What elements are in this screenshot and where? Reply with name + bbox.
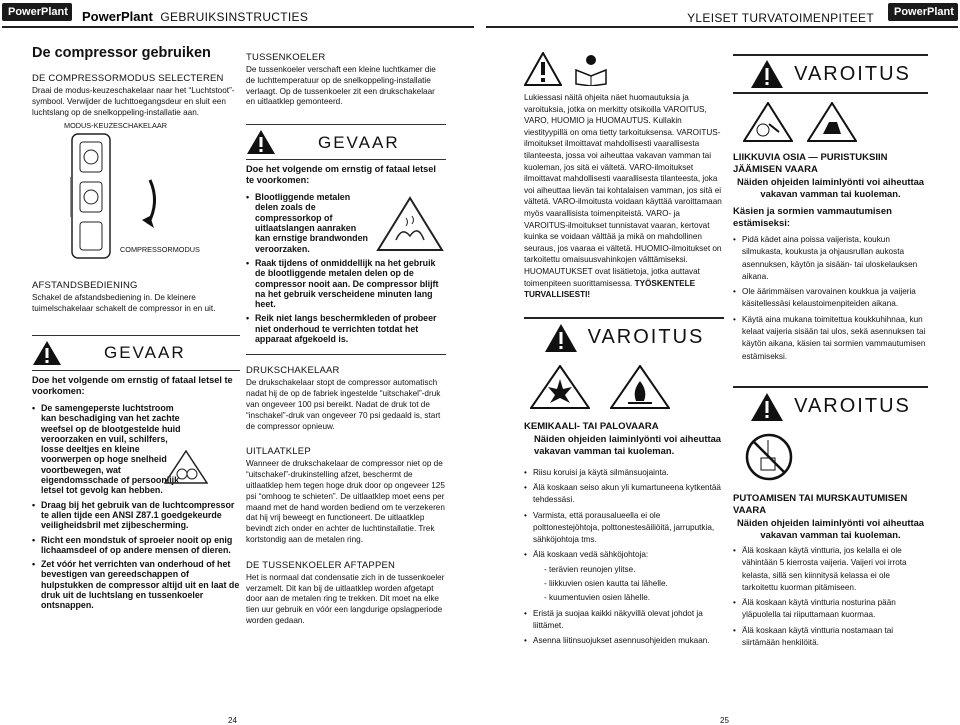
danger-item-text: Draag bij het gebruik van de luchtcompressor te allen tijde een ANSI Z87.1 goedgekeurde veiligheidsbril met zijbescherming. [41,499,235,531]
right-outer-column [733,54,928,658]
warning-list [733,545,928,649]
chemical-warning-box [524,317,724,657]
warning-item-text: Älä koskaan käytä vintturia nostamaan tai siirtämään henkilöitä. [742,625,894,648]
header-divider-left [2,26,474,28]
pinch-hazard-icon [743,102,793,142]
danger-lead: Doe het volgende om ernstig of fataal letsel te voorkomen: [32,374,233,396]
danger-header [32,336,240,370]
danger-content [246,192,446,344]
warning-item [524,482,724,507]
pressure-subheading: DRUKSCHAKELAAR [246,365,340,377]
warning-body [733,487,928,649]
hazard-icons [743,102,928,142]
mode-subheading: DE COMPRESSORMODUS SELECTEREN [32,73,224,84]
remote-text: Schakel de afstandsbediening in. De kleinere tuimelschakelaar schakelt de compressor in en uit. [32,293,216,314]
page-number-right: 25 [720,716,729,725]
danger-list [32,403,240,611]
warning-body [733,146,928,363]
danger-item-text: Zet vóór het verrichten van onderhoud of het bevestigen van gereedschappen of hulpstukken de compressor altijd uit en laat de druk uit de luchtslang en tussenkoeler ontsnappen. [41,559,240,611]
warning-lead: Näiden ohjeiden laiminlyönti voi aiheuttaa vakavan vamman tai kuoleman. [534,432,722,456]
warning-item-text: Pidä kädet aina poissa vaijerista, koukun silmukasta, koukusta ja ohjausrullan aukosta asennuksen, käytön ja sisään- tai uloskelauksen aikana. [742,235,918,281]
warning-triangle-icon [750,392,784,422]
warning-subheading: Käsien ja sormien vammautumisen estämiseksi: [733,206,892,229]
warning-item [733,625,928,650]
page-number-left: 24 [228,716,237,725]
warning-item [733,286,928,311]
warning-body [524,415,724,648]
warning-item [524,549,724,561]
remote-subheading: AFSTANDSBEDIENING [32,280,138,292]
right-inner-column [524,52,724,657]
page-header-right-title: YLEISET TURVATOIMENPITEET [687,11,874,25]
danger-title: GEVAAR [104,343,186,363]
intro-bold: TYÖSKENTELE TURVALLISESTI! [524,278,696,300]
danger-item-text: Richt een mondstuk of sproeier nooit op enig lichaamsdeel of op andere mensen of dieren. [41,534,233,555]
danger-box-middle [246,124,446,160]
eye-protection-icon [164,450,208,484]
figure-label-top: MODUS-KEUZESCHAKELAAR [64,121,167,131]
warning-list [524,467,724,648]
warning-item-text: Älä koskaan käytä vintturia nosturina pään yläpuolella tai riiputtamaan kuormaa. [742,598,896,620]
hand-hazard-icon [807,102,857,142]
page-header-title [82,9,308,24]
falling-warning-box [733,386,928,658]
hazard-icons [530,365,724,409]
middle-column [246,52,446,627]
brand-logo-left: PowerPlant [2,3,72,21]
warning-list [733,234,928,363]
warning-item-text: Käytä aina mukana toimitettua koukkuhihnaa, kun kelaat vaijeria sisään tai ulos, sekä asennuksen tai käytön aikana, käsien tai sormien vammautumisen estämiseksi. [742,314,926,361]
fire-icon [610,365,670,409]
cooler-subheading: TUSSENKOELER [246,52,326,63]
warning-triangle-icon [544,323,578,353]
warning-subitem [524,578,724,590]
warning-triangle-icon [246,129,276,155]
warning-item [733,545,928,594]
warning-subitem [524,592,724,604]
danger-item [32,500,240,531]
cooler-text: De tussenkoeler verschaft een kleine luchtkamer die de luchttemperatuur op de snelkoppeling-installatie verlaagt. Op de tussenkoeler zit een drukschakelaar en uitlaatklep gemonteerd. [246,65,436,107]
danger-item [246,313,446,344]
left-column [32,45,240,615]
warning-heading: LIIKKUVIA OSIA — PURISTUKSIIN JÄÄMISEN VAARA [733,152,888,175]
danger-lead: Doe het volgende om ernstig of fataal letsel te voorkomen: [246,164,436,186]
danger-title: GEVAAR [318,132,400,152]
warning-item [733,234,928,283]
warning-title: VAROITUS [794,395,911,418]
warning-triangle-icon [750,59,784,89]
valve-text: Wanneer de drukschakelaar de compressor niet op de “uitschakel”-drukinstelling afzet, beschermt de uitlaatklep hem tegen hoge druk door op ongeveer 125 psi “omhoog te schieten”. De uitlaatklep moet eens per maand met de hand worden bediend om te verzekeren dat hij vrij beweegt en functioneert. De uitlaatklep bevindt zich onder en achter de luchtinstallatie. Trek kortstondig aan de metalen ring. [246,459,445,544]
warning-header [733,56,928,94]
warning-item-text: Älä koskaan käytä vintturia, jos kelalla ei ole vähintään 5 kierrosta vaijeria. Vaijeri voi irrota kelasta, sillä sen kiinnitysä kelassa ei ole tarkoitettu kuorman pitämiseen. [742,545,907,592]
warning-item-text: Älä koskaan seiso akun yli kumartuneena kytkentää tehdessäsi. [533,482,721,505]
warning-title: VAROITUS [587,326,705,349]
warning-item-text: - liikkuvien osien kautta tai lähelle. [544,579,668,589]
danger-item [32,535,240,556]
warning-item-text: - kuumentuvien osien lähelle. [544,593,651,603]
warning-triangle-icon [524,52,562,86]
warning-heading: PUTOAMISEN TAI MURSKAUTUMISEN VAARA [733,492,908,516]
figure-label-bottom: COMPRESSORMODUS [120,245,200,255]
warning-item-text: Älä koskaan vedä sähköjohtoja: [533,550,649,560]
warning-subitem [524,564,724,576]
warning-triangle-icon [32,340,62,366]
danger-item-text: Raak tijdens of onmiddellijk na het gebruik de blootliggende metalen delen op de compressor nooit aan. De compressor blijft na het gebruik verscheidene minuten lang heet. [255,257,439,310]
warning-lead: Näiden ohjeiden laiminlyönti voi aiheuttaa vakavan vamman tai kuoleman. [736,516,924,540]
warning-item [733,597,928,622]
header-section-text: GEBRUIKSINSTRUCTIES [160,10,309,24]
danger-header [246,125,446,159]
valve-subheading: UITLAATKLEP [246,446,311,458]
drain-text: Het is normaal dat condensatie zich in de tussenkoeler verzamelt. Dit kan bij de uitlaatklep worden afgetapt door aan de metalen ring te trekken. Dit moet na elke tien uur gebruik en vóór een langdurige opslagperiode worden gedaan. [246,572,445,625]
no-lifting-icon [743,432,795,482]
warning-heading: KEMIKAALI- TAI PALOVAARA [524,420,659,432]
moving-parts-warning-box [733,54,928,372]
explosion-icon [530,365,590,409]
warning-item-text: Asenna liitinsuojukset asennusohjeiden mukaan. [533,636,710,646]
danger-list [246,192,446,344]
read-manual-icon [572,52,610,86]
mode-text: Draai de modus-keuzeschakelaar naar het “Luchtstoot”-symbool. Verwijder de luchttoegangsdeur en sluit een luchtslang op de snelkoppeling-installatie aan. [32,86,235,117]
warning-item [524,467,724,479]
danger-box-divider [246,354,446,355]
warning-item-text: Eristä ja suojaa kaikki näkyvillä olevat johdot ja liittämet. [533,608,703,630]
danger-item [246,192,446,254]
pressure-text: De drukschakelaar stopt de compressor automatisch nadat hij de op de fabriek ingestelde “uitschakel”-druk van ongeveer 100 psi bereikt. Nadat de druk tot de “inschakel”-druk van ongeveer 70 psi gedaald is, start de compressor opnieuw. [246,378,441,431]
header-brand-text: PowerPlant [82,9,153,24]
warning-item-text: Riisu koruisi ja käytä silmänsuojainta. [533,467,669,477]
danger-item-text: De samengeperste luchtstroom kan beschadiging van het zachte weefsel op de blootgestelde huid veroorzaken en vuil, schilfers, losse deeltjes en kleine voorwerpen op hoge snelheid voortbewegen, wat eigendomsschade of persoonlijk letsel tot gevolg kan hebben. [41,402,181,496]
drain-subheading: DE TUSSENKOELER AFTAPPEN [246,559,396,571]
warning-item [524,608,724,633]
warning-item-text: - terävien reunojen ylitse. [544,564,636,574]
warning-header [733,388,928,426]
danger-box-left [32,335,240,371]
intro-body: Lukiessasi näitä ohjeita näet huomautuksia ja varoituksia, jotka on merkitty otsikoilla VAROITUS, VARO, HUOMIO ja HUOMAUTUS. Kullakin viestityypillä on oma tietty tarkoituksensa. VAROITUS-ilmoitukset ilmoittavat mahdollisesti vaarallisesta tilanteesta, jossa voi aiheuttaa vakavan vamman tai kuoleman, jos sitä ei vältetä. VARO-ilmoitukset ilmoittavat mahdollisesti vaarallisesta tilanteesta, joka voi aiheuttaa lievän tai kohtalaisen vamman, jos sitä ei vältetä. VARO-ilmoitusta voidaan käyttää varoittamaan myös vaarallisista toimenpiteistä. VARO- ja VAROITUS-ilmoitukset tunnistavat vaaran, kertovat kuinka se voidaan välttää ja mikä on mahdollinen seuraus, jos vaaraa ei vältetä. HUOMIO-ilmoitukset on tarkoitettu omaisuusvahinkojen välttämiseksi. HUOMAUTUKSET ovat lisätietoja, jotka auttavat toimenpiteen suorittamisessa. [524,93,722,288]
danger-item [246,258,446,309]
warning-item [524,635,724,647]
danger-item [32,403,240,496]
danger-item [32,559,240,610]
warning-item-text: Ole äärimmäisen varovainen koukkua ja vaijeria käsitellessäsi kelaustoimenpiteiden aikana. [742,287,916,309]
warning-item [733,314,928,363]
intro-text [524,92,724,301]
warning-item [524,510,724,547]
header-divider-right [486,26,958,28]
section-heading: De compressor gebruiken [32,45,211,61]
warning-lead: Näiden ohjeiden laiminlyönti voi aiheuttaa vakavan vamman tai kuoleman. [736,176,924,199]
intro-icons [524,52,724,86]
danger-item-text: Blootliggende metalen delen zoals de compressorkop of uitlaatslangen aanraken kan ernstige brandwonden veroorzaken. [255,192,368,254]
warning-header [524,319,724,357]
warning-title: VAROITUS [794,62,911,85]
mode-switch-figure [32,120,240,262]
danger-item-text: Reik niet langs beschermkleden of probeer niet onderhoud te verrichten totdat het apparaat afgekoeld is. [255,313,437,345]
brand-logo-right: PowerPlant [888,3,958,21]
warning-item-text: Varmista, että porausalueella ei ole polttonestejöhtoja, polttonestesäiliöitä, jarruputkia, sähköjohtoja tms. [533,510,715,545]
mode-switch-illustration [70,132,210,262]
